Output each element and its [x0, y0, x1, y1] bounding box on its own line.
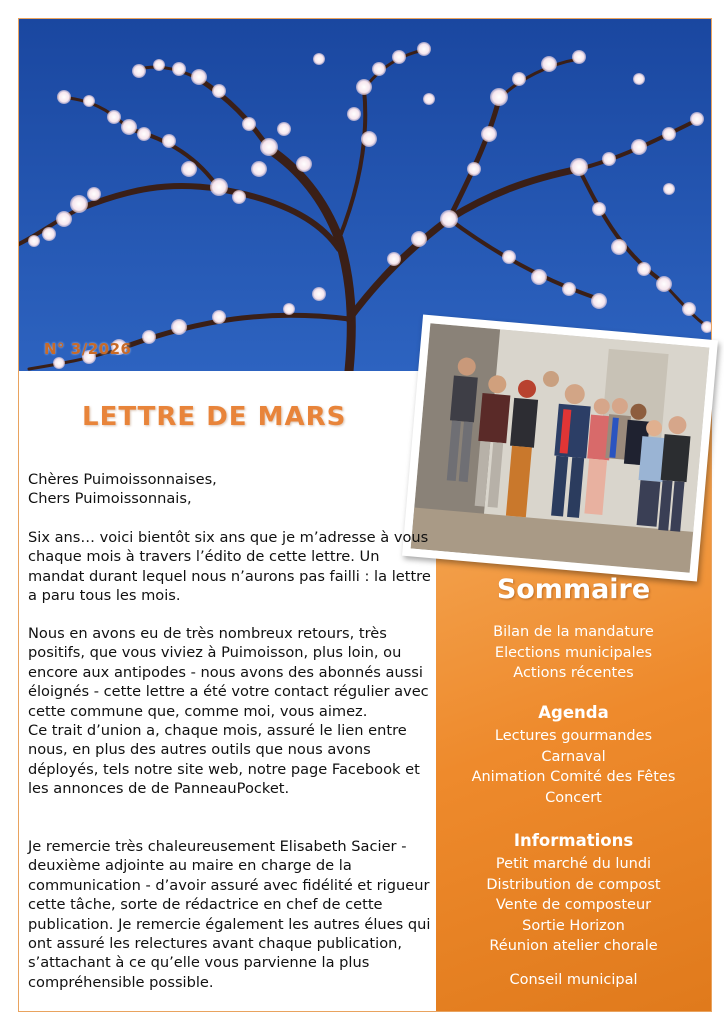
group-photo-frame [402, 315, 718, 582]
summary-last [436, 970, 711, 991]
summary-item: Elections municipales [494, 644, 653, 661]
group-photo [411, 323, 710, 573]
summary-agenda [436, 703, 711, 808]
issue-number: N° 3/2026 [44, 340, 132, 358]
conseil-item: Conseil municipal [509, 972, 638, 988]
info-item: Vente de composteur [495, 897, 652, 913]
agenda-item: Carnaval [541, 748, 606, 765]
paragraph-2 [28, 624, 433, 799]
paragraph-2-text: Nous en avons eu de très nombreux retours, très positifs, que vous viviez à Puimoisson, plus loin, ou encore aux antipodes - nous avons des abonnés aussi éloignés - cette lettre a été votre contact régulier avec cette commune que, comme moi, vous aimez. Ce trait d’union a, chaque mois, assuré le lien entre nous, en plus des autres outils que nous avons déployés, tels notre site web, notre page Facebook et les annonces de de PanneauPocket. [28, 625, 429, 798]
summary-title: Sommaire [496, 574, 651, 605]
info-item: Petit marché du lundi [495, 856, 652, 872]
letter-title: LETTRE DE MARS [82, 402, 347, 432]
paragraph-3 [28, 837, 433, 992]
agenda-item: Lectures gourmandes [494, 728, 653, 744]
summary-main-list [436, 622, 711, 684]
agenda-heading: Agenda [538, 703, 609, 722]
summary-item: Actions récentes [513, 665, 634, 681]
greeting [28, 470, 433, 509]
paragraph-3-text: Je remercie très chaleureusement Elisabeth Sacier - deuxième adjointe au maire en charge de la communication - d’avoir assuré avec fidélité et rigueur cette tâche, sorte de rédactrice en chef de cette publication. Je remercie également les autres élues qui ont assuré les relectures avant chaque publication, s’attachant à ce qu’elle vous parvienne la plus compréhensible possible. [28, 838, 431, 991]
info-item: Réunion atelier chorale [489, 938, 658, 954]
paragraph-1 [28, 528, 433, 606]
informations-heading: Informations [513, 831, 634, 850]
info-item: Distribution de compost [486, 876, 661, 893]
summary-item: Bilan de la mandature [493, 624, 654, 640]
greeting-text: Chères Puimoissonnaises, Chers Puimoissonnais, [28, 471, 217, 508]
hero-blossom-image [19, 19, 711, 371]
paragraph-1-text: Six ans… voici bientôt six ans que je m’adresse à vous chaque mois à travers l’édito de cette lettre. Un mandat durant lequel nous n’aurons pas failli : la lettre a paru tous les mois. [28, 529, 431, 605]
agenda-item: Animation Comité des Fêtes [471, 769, 676, 785]
summary-informations [436, 831, 711, 957]
agenda-item: Concert [545, 789, 602, 806]
info-item: Sortie Horizon [522, 917, 625, 934]
